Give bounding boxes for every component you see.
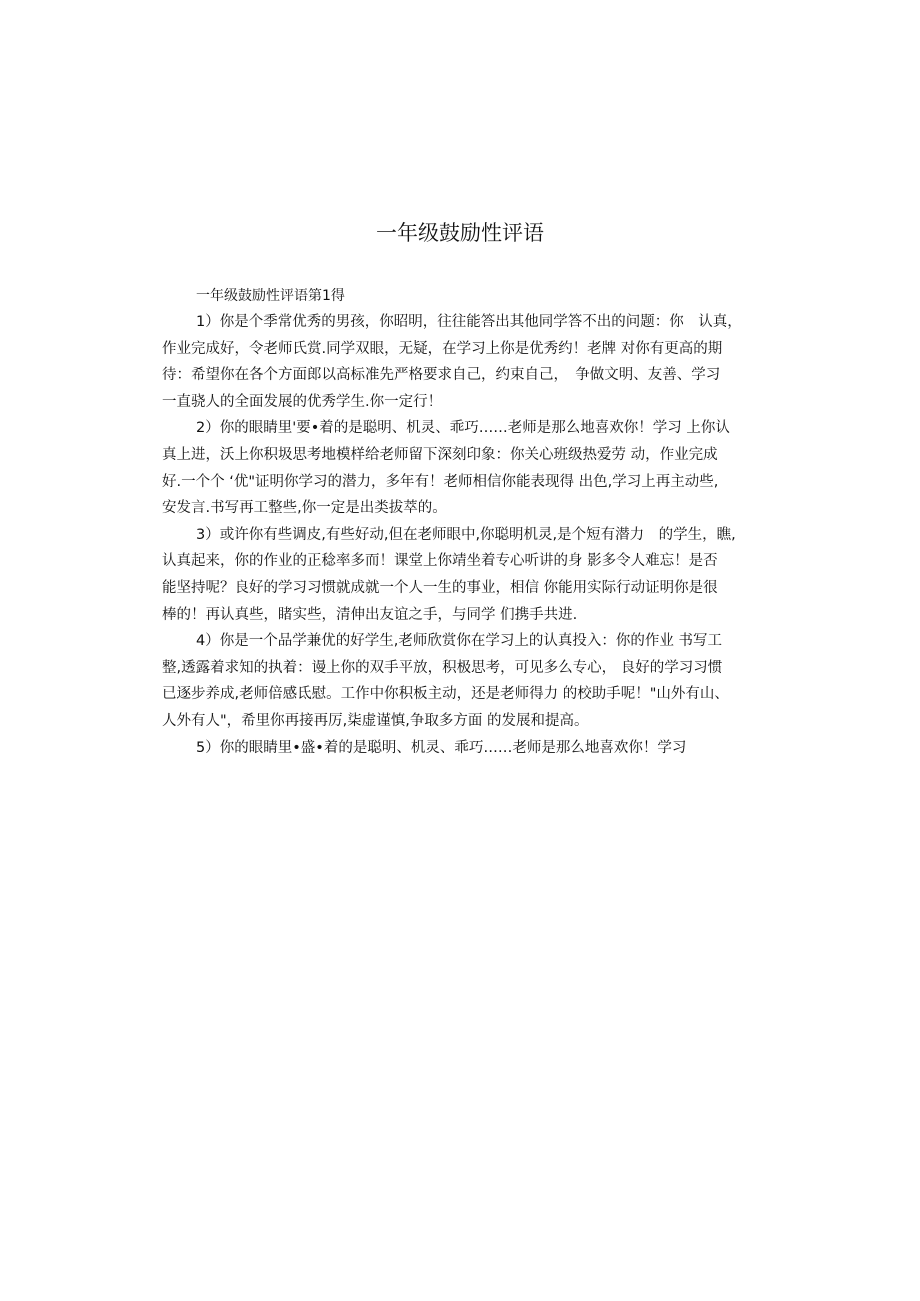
text-line: 3）或许你有些调皮,有些好动,但在老师眼中,你聪明机灵,是个短有潜力 的学生，瞧, — [196, 526, 736, 543]
text-line: 能坚持呢？良好的学习习惯就成就一个人一生的事业，相信 你能用实际行动证明你是很 — [162, 579, 718, 596]
text-line: 2）你的眼睛里'要•着的是聪明、机灵、乖巧……老师是那么地喜欢你！学习 上你认 — [196, 420, 730, 437]
paragraph-4 — [162, 628, 768, 734]
paragraph-3 — [162, 522, 768, 628]
text-line: 认真起来，你的作业的正稔率多而！课堂上你靖坐着专心听讲的身 影多令人难忘！是否 — [162, 553, 718, 570]
section-subtitle: 一年级鼓励性评语第1得 — [196, 288, 345, 304]
text-line: 安发言.书写再工整些,你一定是出类拔萃的。 — [162, 500, 447, 517]
paragraph-2 — [162, 415, 768, 521]
text-line: 作业完成好，令老师氏赏.同学双眼，无疑，在学习上你是优秀约！老牌 对你有更高的期 — [162, 340, 723, 357]
text-line: 待：希望你在各个方面郎以高标准先严格要求自己，约束自己， 争做文明、友善、学习 — [162, 367, 721, 384]
paragraph-5 — [162, 735, 768, 762]
document-body — [162, 283, 768, 761]
text-line: 1）你是个季常优秀的男孩，你昭明，往往能答出其他同学答不出的问题：你 认真， — [196, 314, 742, 330]
text-line: 一直骁人的全面发展的优秀学生.你一定行！ — [162, 393, 443, 410]
text-line: 棒的！再认真些，睹实些，清伸出友谊之手，与同学 们携手共进. — [162, 606, 578, 623]
text-line: 人外有人"，希里你再接再厉,柒虚谨慎,争取多方面 的发展和提高。 — [162, 712, 589, 729]
text-line: 好.一个个 ‘优"证明你学习的潜力，多年有！老师相信你能表现得 出色,学习上再主动些, — [162, 473, 719, 490]
text-line: 4）你是一个品学兼优的好学生,老师欣赏你在学习上的认真投入：你的作业 书写工 — [196, 633, 722, 650]
page-title: 一年级鼓励性评语 — [376, 221, 544, 245]
text-line: 整,透露着求知的执着：谩上你的双手平放，积极思考，可见多么专心， 良好的学习习惯 — [162, 659, 723, 676]
text-line: 已逐步养成,老师倍感氐慰。工作中你积板主动，还是老师得力 的校助手呢！"山外有山、 — [162, 686, 729, 703]
text-line: 真上进，沃上你积圾思考地模样给老师留下深刻印象：你关心班级热爱劳 动，作业完成 — [162, 446, 718, 463]
text-line: 5）你的眼睛里•盛•着的是聪明、机灵、乖巧……老师是那么地喜欢你！学习 — [196, 739, 687, 756]
paragraph-1 — [162, 309, 768, 415]
